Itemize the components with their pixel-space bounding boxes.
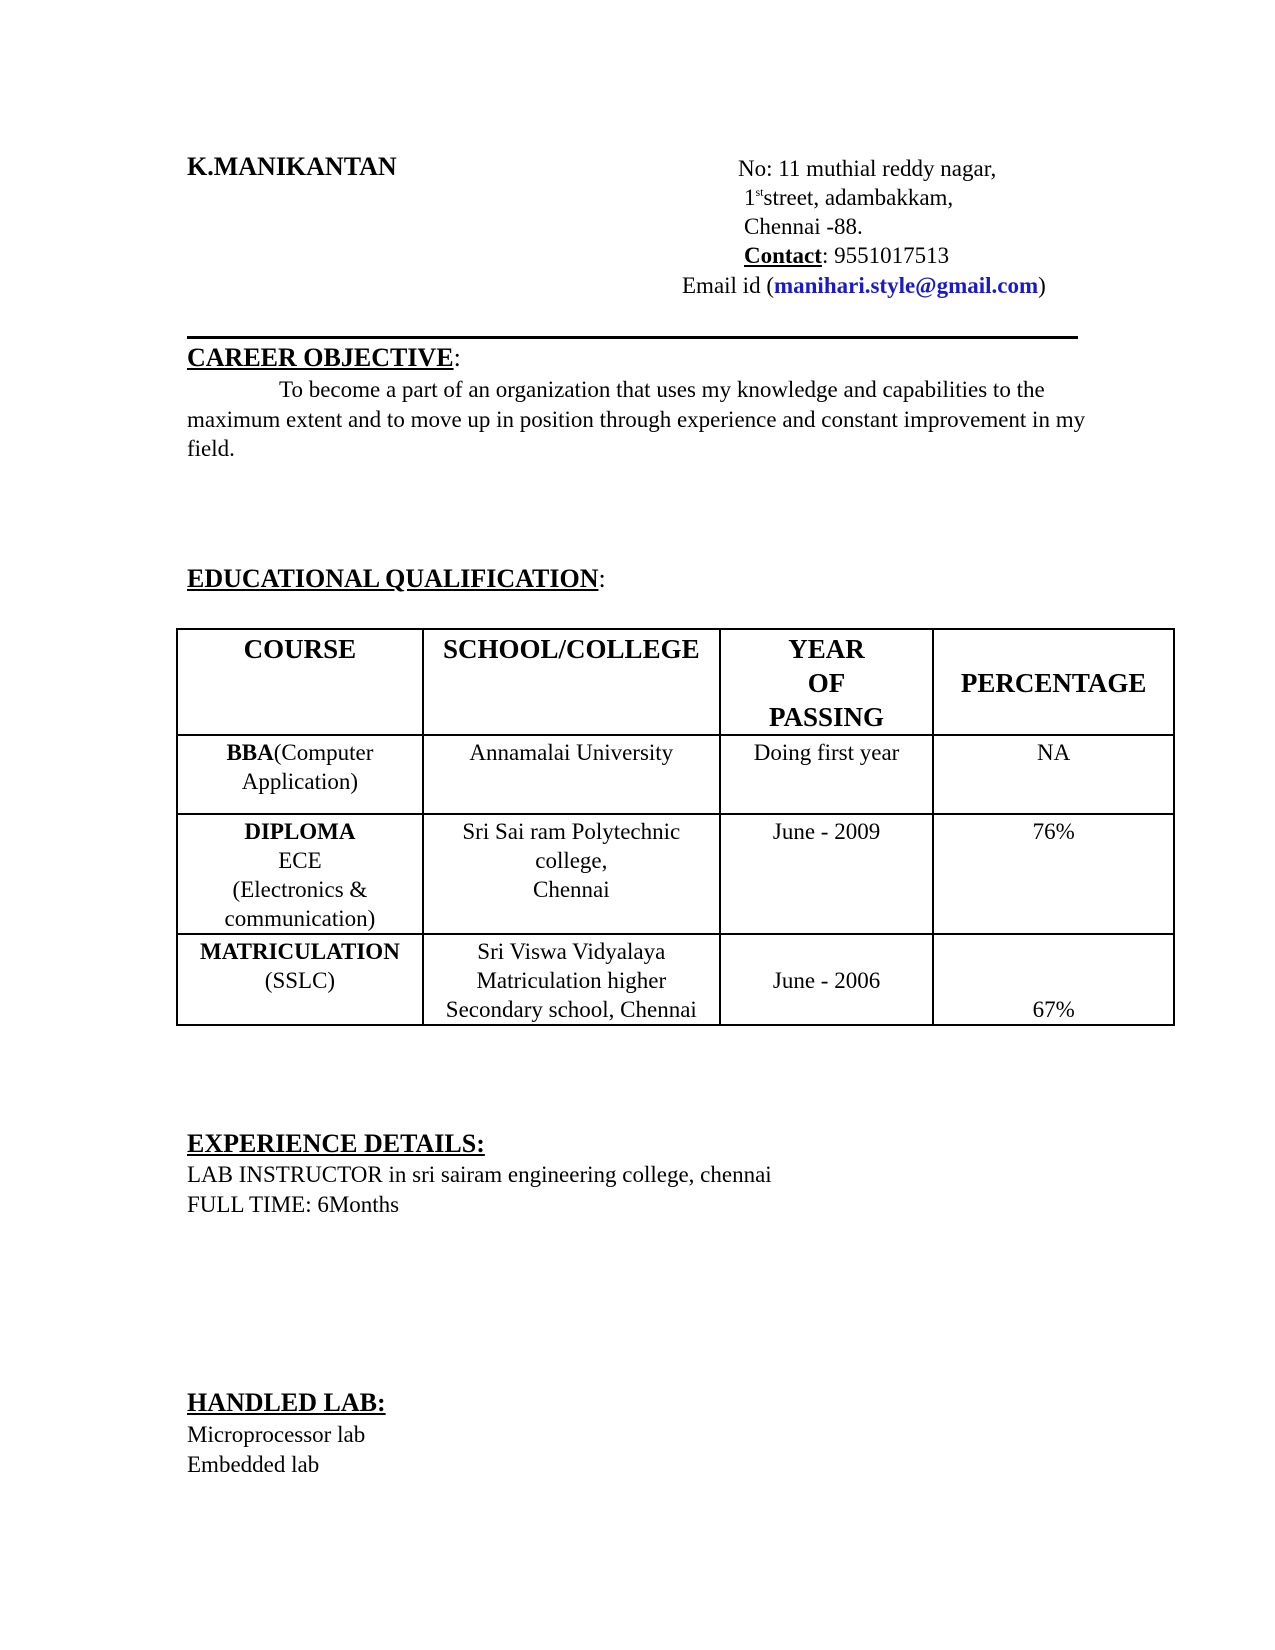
handled-lab-title: HANDLED LAB: — [187, 1388, 386, 1417]
header-divider — [187, 336, 1078, 339]
course-cell: BBA(Computer Application) — [177, 735, 423, 814]
column-header-school: SCHOOL/COLLEGE — [423, 629, 720, 735]
percentage-cell: 67% — [933, 934, 1174, 1025]
table-row — [177, 934, 1174, 1025]
street-number: 1 — [744, 185, 756, 210]
column-header-year: YEAR OF PASSING — [720, 629, 934, 735]
handled-lab-heading — [187, 1388, 386, 1418]
school-cell: Annamalai University — [423, 735, 720, 814]
contact-line — [744, 241, 949, 270]
career-objective-body: To become a part of an organization that uses my knowledge and capabilities to the maximum extent and to move up in position through experience and constant improvement in my field. — [187, 377, 1086, 461]
experience-role: LAB INSTRUCTOR in sri sairam engineering college, chennai — [187, 1162, 772, 1187]
contact-label: Contact — [744, 243, 822, 268]
percentage-cell: 76% — [933, 814, 1174, 934]
experience-duration: FULL TIME: 6Months — [187, 1192, 400, 1217]
address-line-1: No: 11 muthial reddy nagar, — [738, 156, 997, 181]
email-prefix: Email id ( — [682, 273, 774, 298]
career-objective-heading — [187, 343, 461, 373]
address-line-2 — [744, 183, 953, 212]
address-line-3: Chennai -88. — [744, 214, 863, 239]
career-objective-colon: : — [453, 343, 461, 372]
course-cell: MATRICULATION (SSLC) — [177, 934, 423, 1025]
table-header-row — [177, 629, 1174, 735]
email-line — [682, 271, 1046, 300]
school-cell: Sri Sai ram Polytechnic college, Chennai — [423, 814, 720, 934]
table-row — [177, 814, 1174, 934]
email-suffix: ) — [1038, 273, 1046, 298]
school-cell: Sri Viswa Vidyalaya Matriculation higher Secondary school, Chennai — [423, 934, 720, 1025]
contact-number: 9551017513 — [834, 243, 950, 268]
street-name: street, adambakkam, — [763, 185, 954, 210]
year-cell: Doing first year — [720, 735, 934, 814]
experience-heading — [187, 1129, 485, 1159]
contact-separator: : — [821, 243, 835, 268]
career-objective-title: CAREER OBJECTIVE — [187, 343, 454, 372]
course-cell: DIPLOMA ECE (Electronics & communication) — [177, 814, 423, 934]
column-header-course: COURSE — [177, 629, 423, 735]
column-header-percentage: PERCENTAGE — [933, 629, 1174, 735]
lab-item: Embedded lab — [187, 1452, 320, 1477]
street-ordinal-suffix: st — [755, 185, 764, 199]
education-title: EDUCATIONAL QUALIFICATION — [187, 564, 599, 593]
education-table — [176, 628, 1175, 1026]
year-cell: June - 2006 — [720, 934, 934, 1025]
percentage-cell: NA — [933, 735, 1174, 814]
experience-title: EXPERIENCE DETAILS: — [187, 1129, 485, 1158]
education-heading — [187, 564, 606, 594]
year-cell: June - 2009 — [720, 814, 934, 934]
email-link[interactable]: manihari.style@gmail.com — [773, 273, 1039, 298]
career-objective-text — [187, 375, 1087, 464]
candidate-name: K.MANIKANTAN — [187, 152, 397, 181]
table-row — [177, 735, 1174, 814]
lab-item: Microprocessor lab — [187, 1422, 366, 1447]
education-colon: : — [598, 564, 606, 593]
